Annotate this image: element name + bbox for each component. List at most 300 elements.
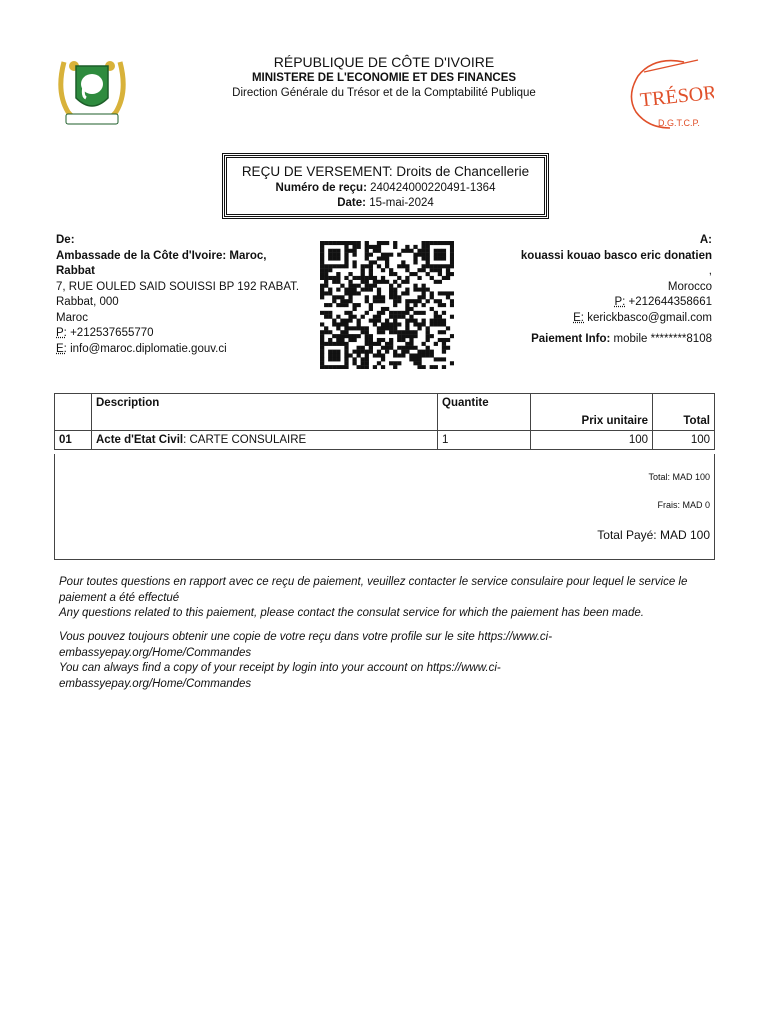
- qr-module: [357, 284, 361, 288]
- qr-module: [377, 330, 381, 334]
- qr-module: [422, 241, 426, 245]
- qr-module: [442, 346, 446, 350]
- qr-module: [426, 326, 430, 330]
- qr-module: [328, 268, 332, 272]
- qr-module: [434, 357, 438, 361]
- qr-module: [348, 280, 352, 284]
- qr-module: [324, 303, 328, 307]
- qr-module: [336, 353, 340, 357]
- qr-module: [357, 365, 361, 369]
- qr-module: [442, 276, 446, 280]
- qr-module: [446, 346, 450, 350]
- qr-module: [357, 322, 361, 326]
- qr-module: [373, 249, 377, 253]
- qr-module: [426, 253, 430, 257]
- qr-module: [373, 245, 377, 249]
- qr-module: [336, 241, 340, 245]
- qr-module: [320, 322, 324, 326]
- qr-module: [413, 288, 417, 292]
- qr-module: [442, 330, 446, 334]
- fees-amount: Frais: MAD 0: [657, 500, 710, 510]
- qr-module: [344, 365, 348, 369]
- qr-module: [340, 241, 344, 245]
- qr-module: [361, 280, 365, 284]
- qr-module: [324, 315, 328, 319]
- qr-module: [442, 365, 446, 369]
- recipient-comma: ,: [708, 265, 712, 277]
- qr-module: [381, 338, 385, 342]
- qr-module: [332, 280, 336, 284]
- qr-module: [438, 299, 442, 303]
- qr-module: [352, 326, 356, 330]
- items-table: [54, 393, 715, 450]
- qr-module: [438, 249, 442, 253]
- qr-module: [336, 350, 340, 354]
- qr-module: [397, 361, 401, 365]
- qr-module: [357, 319, 361, 323]
- qr-module: [369, 276, 373, 280]
- qr-module: [373, 342, 377, 346]
- qr-module: [365, 350, 369, 354]
- qr-module: [405, 268, 409, 272]
- qr-module: [328, 241, 332, 245]
- qr-module: [324, 365, 328, 369]
- qr-module: [324, 241, 328, 245]
- qr-module: [442, 249, 446, 253]
- qr-module: [373, 280, 377, 284]
- qr-module: [430, 353, 434, 357]
- qr-module: [446, 295, 450, 299]
- qr-module: [450, 245, 454, 249]
- qr-module: [377, 338, 381, 342]
- qr-module: [361, 326, 365, 330]
- qr-module: [381, 253, 385, 257]
- qr-module: [422, 249, 426, 253]
- qr-module: [413, 346, 417, 350]
- qr-module: [405, 326, 409, 330]
- qr-module: [344, 288, 348, 292]
- qr-module: [361, 268, 365, 272]
- qr-module: [405, 264, 409, 268]
- qr-module: [409, 249, 413, 253]
- qr-module: [352, 357, 356, 361]
- qr-module: [417, 295, 421, 299]
- qr-module: [385, 322, 389, 326]
- qr-module: [369, 272, 373, 276]
- qr-module: [397, 346, 401, 350]
- qr-module: [344, 276, 348, 280]
- qr-module: [344, 264, 348, 268]
- qr-module: [409, 342, 413, 346]
- qr-module: [401, 346, 405, 350]
- qr-module: [446, 338, 450, 342]
- qr-module: [332, 319, 336, 323]
- qr-module: [409, 338, 413, 342]
- qr-module: [373, 365, 377, 369]
- qr-module: [320, 268, 324, 272]
- qr-module: [320, 245, 324, 249]
- qr-module: [405, 276, 409, 280]
- tresor-logo: [624, 54, 714, 134]
- qr-module: [426, 257, 430, 261]
- qr-module: [381, 365, 385, 369]
- qr-module: [389, 291, 393, 295]
- qr-module: [344, 245, 348, 249]
- qr-module: [413, 322, 417, 326]
- qr-module: [422, 288, 426, 292]
- qr-module: [377, 361, 381, 365]
- qr-module: [352, 291, 356, 295]
- qr-module: [430, 276, 434, 280]
- qr-module: [409, 353, 413, 357]
- qr-module: [409, 272, 413, 276]
- qr-module: [405, 330, 409, 334]
- qr-module: [324, 284, 328, 288]
- qr-module: [397, 295, 401, 299]
- qr-module: [352, 338, 356, 342]
- qr-module: [320, 241, 324, 245]
- qr-module: [417, 249, 421, 253]
- qr-module: [357, 291, 361, 295]
- qr-module: [446, 272, 450, 276]
- qr-module: [426, 249, 430, 253]
- qr-module: [430, 307, 434, 311]
- qr-module: [426, 338, 430, 342]
- qr-module: [446, 291, 450, 295]
- receipt-title-box: [222, 153, 549, 219]
- qr-module: [324, 330, 328, 334]
- qr-module: [401, 334, 405, 338]
- qr-module: [426, 241, 430, 245]
- qr-module: [320, 291, 324, 295]
- qr-module: [397, 264, 401, 268]
- receipt-number: Numéro de reçu: 240424000220491-1364: [275, 182, 496, 194]
- qr-module: [324, 268, 328, 272]
- qr-module: [417, 288, 421, 292]
- qr-module: [397, 253, 401, 257]
- row-unit-price: 100: [531, 431, 653, 450]
- qr-module: [373, 284, 377, 288]
- qr-module: [352, 284, 356, 288]
- qr-module: [365, 353, 369, 357]
- qr-module: [340, 319, 344, 323]
- note-en-question: Any questions related to this paiement, please contact the consulat service for which the paiement has been made.: [59, 607, 644, 619]
- qr-module: [340, 365, 344, 369]
- qr-module: [332, 350, 336, 354]
- qr-module: [389, 295, 393, 299]
- qr-module: [365, 334, 369, 338]
- qr-module: [348, 311, 352, 315]
- qr-module: [320, 249, 324, 253]
- qr-module: [397, 276, 401, 280]
- receipt-date: Date: 15-mai-2024: [337, 197, 434, 209]
- qr-module: [332, 257, 336, 261]
- qr-module: [377, 311, 381, 315]
- totals-box: [54, 454, 715, 560]
- qr-module: [336, 264, 340, 268]
- qr-module: [409, 334, 413, 338]
- qr-module: [352, 245, 356, 249]
- qr-module: [369, 245, 373, 249]
- qr-module: [377, 326, 381, 330]
- qr-module: [438, 272, 442, 276]
- qr-module: [405, 346, 409, 350]
- qr-module: [446, 264, 450, 268]
- qr-module: [397, 315, 401, 319]
- qr-module: [320, 284, 324, 288]
- qr-module: [434, 253, 438, 257]
- qr-module: [413, 303, 417, 307]
- qr-module: [381, 311, 385, 315]
- qr-module: [357, 303, 361, 307]
- qr-module: [422, 365, 426, 369]
- qr-module: [413, 253, 417, 257]
- qr-module: [417, 311, 421, 315]
- qr-module: [430, 334, 434, 338]
- qr-module: [450, 291, 454, 295]
- qr-module: [385, 350, 389, 354]
- qr-module: [352, 307, 356, 311]
- qr-module: [426, 353, 430, 357]
- qr-module: [369, 338, 373, 342]
- qr-module: [328, 291, 332, 295]
- recipient-label: A:: [699, 234, 712, 246]
- qr-module: [417, 276, 421, 280]
- qr-module: [397, 299, 401, 303]
- payment-info: Paiement Info: mobile ********8108: [531, 333, 712, 345]
- qr-module: [385, 319, 389, 323]
- qr-module: [438, 257, 442, 261]
- qr-module: [336, 288, 340, 292]
- qr-module: [442, 338, 446, 342]
- qr-module: [426, 334, 430, 338]
- qr-module: [438, 291, 442, 295]
- qr-module: [357, 346, 361, 350]
- qr-module: [377, 299, 381, 303]
- qr-module: [344, 357, 348, 361]
- row-total: 100: [653, 431, 715, 450]
- qr-module: [430, 295, 434, 299]
- qr-module: [393, 288, 397, 292]
- qr-module: [336, 249, 340, 253]
- qr-module: [361, 357, 365, 361]
- republic-heading: RÉPUBLIQUE DE CÔTE D'IVOIRE: [273, 54, 495, 70]
- qr-module: [434, 241, 438, 245]
- qr-module: [328, 264, 332, 268]
- qr-module: [348, 326, 352, 330]
- qr-module: [357, 245, 361, 249]
- qr-module: [381, 257, 385, 261]
- recipient-phone: P: +212644358661: [614, 296, 712, 308]
- qr-module: [344, 334, 348, 338]
- qr-module: [417, 353, 421, 357]
- qr-module: [348, 299, 352, 303]
- qr-module: [332, 342, 336, 346]
- qr-module: [422, 350, 426, 354]
- qr-module: [369, 334, 373, 338]
- qr-module: [340, 299, 344, 303]
- qr-module: [361, 346, 365, 350]
- header-description: Description: [92, 394, 438, 431]
- qr-module: [434, 257, 438, 261]
- table-header-row: [55, 394, 715, 431]
- qr-module: [328, 350, 332, 354]
- qr-module: [389, 284, 393, 288]
- recipient-block: [470, 233, 712, 348]
- qr-module: [430, 319, 434, 323]
- qr-module: [405, 342, 409, 346]
- total-paid: Total Payé: MAD 100: [597, 528, 710, 542]
- total-amount: Total: MAD 100: [648, 472, 710, 482]
- qr-module: [377, 245, 381, 249]
- qr-module: [365, 284, 369, 288]
- qr-module: [332, 276, 336, 280]
- qr-module: [417, 357, 421, 361]
- qr-module: [348, 315, 352, 319]
- recipient-email: E: kerickbasco@gmail.com: [573, 311, 712, 324]
- qr-module: [377, 319, 381, 323]
- qr-module: [352, 241, 356, 245]
- qr-module: [434, 299, 438, 303]
- qr-module: [450, 361, 454, 365]
- qr-module: [365, 326, 369, 330]
- qr-module: [365, 342, 369, 346]
- qr-module: [336, 326, 340, 330]
- qr-module: [332, 365, 336, 369]
- qr-module: [340, 342, 344, 346]
- qr-module: [393, 365, 397, 369]
- qr-module: [320, 295, 324, 299]
- qr-module: [361, 288, 365, 292]
- qr-module: [413, 284, 417, 288]
- qr-module: [413, 361, 417, 365]
- qr-module: [369, 268, 373, 272]
- qr-module: [405, 350, 409, 354]
- qr-module: [352, 288, 356, 292]
- qr-module: [393, 280, 397, 284]
- qr-module: [422, 353, 426, 357]
- qr-module: [348, 338, 352, 342]
- qr-module: [385, 346, 389, 350]
- qr-module: [401, 264, 405, 268]
- qr-module: [413, 272, 417, 276]
- qr-module: [450, 241, 454, 245]
- qr-module: [385, 280, 389, 284]
- qr-module: [332, 322, 336, 326]
- sender-city: Rabbat, 000: [56, 296, 119, 308]
- qr-module: [422, 319, 426, 323]
- qr-module: [438, 319, 442, 323]
- qr-module: [438, 280, 442, 284]
- qr-module: [357, 241, 361, 245]
- ministry-heading: MINISTERE DE L'ECONOMIE ET DES FINANCES: [251, 72, 517, 84]
- row-quantity: 1: [438, 431, 531, 450]
- qr-module: [328, 288, 332, 292]
- qr-module: [430, 291, 434, 295]
- qr-module: [336, 342, 340, 346]
- qr-module: [361, 315, 365, 319]
- qr-module: [393, 291, 397, 295]
- qr-module: [393, 326, 397, 330]
- qr-module: [381, 346, 385, 350]
- qr-module: [426, 288, 430, 292]
- qr-module: [385, 253, 389, 257]
- qr-module: [426, 245, 430, 249]
- qr-module: [442, 253, 446, 257]
- qr-module: [344, 319, 348, 323]
- qr-module: [377, 288, 381, 292]
- receipt-title: REÇU DE VERSEMENT: Droits de Chancellerie: [241, 164, 530, 179]
- qr-module: [373, 353, 377, 357]
- qr-module: [361, 365, 365, 369]
- qr-module: [413, 311, 417, 315]
- qr-module: [426, 260, 430, 264]
- qr-module: [401, 350, 405, 354]
- qr-module: [348, 241, 352, 245]
- qr-module: [365, 357, 369, 361]
- qr-module: [405, 334, 409, 338]
- header-unit-price: Prix unitaire: [531, 394, 653, 431]
- qr-module: [389, 311, 393, 315]
- qr-module: [442, 311, 446, 315]
- qr-module: [352, 334, 356, 338]
- qr-module: [336, 276, 340, 280]
- qr-module: [348, 288, 352, 292]
- qr-module: [348, 334, 352, 338]
- qr-module: [377, 280, 381, 284]
- qr-module: [336, 257, 340, 261]
- qr-module: [320, 288, 324, 292]
- qr-module: [344, 249, 348, 253]
- qr-module: [450, 249, 454, 253]
- qr-module: [381, 353, 385, 357]
- qr-module: [377, 257, 381, 261]
- sender-name-2: Rabbat: [56, 265, 95, 277]
- qr-module: [393, 322, 397, 326]
- qr-module: [352, 264, 356, 268]
- qr-module: [344, 241, 348, 245]
- qr-module: [442, 241, 446, 245]
- qr-module: [328, 353, 332, 357]
- qr-module: [320, 260, 324, 264]
- qr-module: [328, 311, 332, 315]
- qr-module: [381, 276, 385, 280]
- qr-module: [332, 295, 336, 299]
- qr-module: [365, 257, 369, 261]
- qr-module: [413, 245, 417, 249]
- qr-module: [393, 245, 397, 249]
- qr-module: [438, 338, 442, 342]
- qr-module: [328, 303, 332, 307]
- qr-module: [401, 338, 405, 342]
- qr-module: [352, 253, 356, 257]
- qr-module: [344, 253, 348, 257]
- qr-module: [417, 253, 421, 257]
- qr-module: [397, 284, 401, 288]
- qr-module: [422, 268, 426, 272]
- qr-module: [361, 350, 365, 354]
- qr-module: [422, 253, 426, 257]
- qr-module: [430, 350, 434, 354]
- qr-module: [340, 284, 344, 288]
- qr-module: [324, 280, 328, 284]
- qr-module: [336, 272, 340, 276]
- qr-module: [332, 334, 336, 338]
- qr-module: [344, 350, 348, 354]
- qr-module: [434, 280, 438, 284]
- qr-module: [393, 311, 397, 315]
- qr-module: [381, 280, 385, 284]
